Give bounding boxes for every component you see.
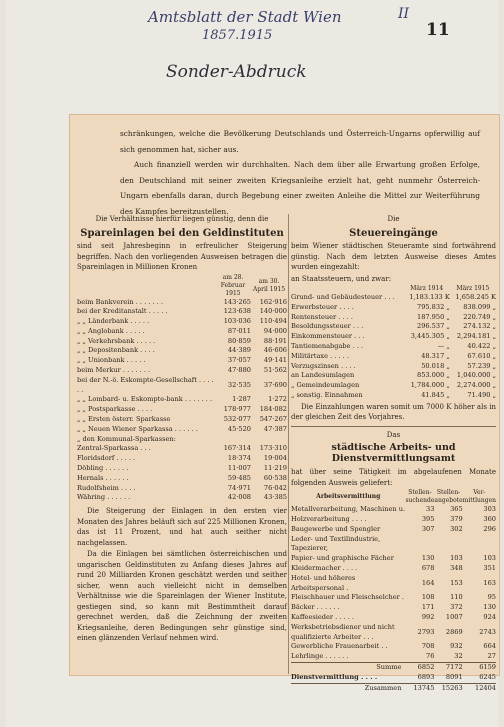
right-lead-2: Das — [386, 430, 401, 439]
savings-row-label: „ „ Anglobank . . . . . — [77, 326, 145, 335]
savings-row-value-a: 167·314 — [223, 444, 251, 453]
savings-row-value-b: 43·385 — [263, 493, 287, 502]
employment-row-label: Hotel- und höheres Arbeitspersonal . — [291, 573, 356, 592]
column-divider — [288, 214, 289, 674]
tax-row-value-a: 1,183.133 K — [409, 293, 450, 301]
employment-row-label: Gewerbliche Frauenarbeit . . — [291, 642, 388, 651]
tax-row — [291, 362, 496, 372]
employment-total-row — [291, 683, 496, 693]
savings-row-label: „ „ Verkehrsbank . . . . . — [77, 336, 156, 345]
employment-row-value-b: 103 — [450, 554, 463, 563]
savings-intro: sind seit Jahresbeginn in erfreulicher Steigerung begriffen. Nach den vorliegenden Ausweisen betragen die Spareinlagen in Millionen Kronen — [77, 242, 287, 271]
savings-row-value-b: 184·082 — [259, 405, 287, 414]
employment-row-value-c: 95 — [487, 593, 496, 602]
employment-row-value-c: 296 — [483, 524, 496, 533]
employment-th-label: Arbeitsvermittlung — [316, 493, 381, 501]
employment-row-value-b: 32 — [454, 652, 463, 661]
tax-row-label: „ sonstig. Einnahmen — [291, 390, 363, 399]
left-lead: Die Verhältnisse hierfür liegen günstig, denn die — [95, 215, 269, 223]
savings-row-label: „ „ Unionbank . . . . . — [77, 356, 146, 365]
handwritten-title: Amtsblatt der Stadt Wien — [148, 8, 342, 26]
employment-row-value-a: 108 — [421, 593, 435, 602]
employment-row-label: Holzverarbeitung . . . . — [291, 515, 367, 524]
employment-sum-row — [291, 663, 496, 673]
tax-row — [291, 313, 496, 323]
savings-row-value-b: 47·387 — [263, 424, 287, 433]
savings-row — [77, 298, 287, 308]
tax-note: Die Einzahlungen waren somit um 7000 K höher als in der gleichen Zeit des Vorjahres. — [291, 402, 496, 422]
employment-row — [291, 505, 496, 515]
employment-row-value-a: 76 — [426, 652, 435, 661]
savings-row-value-a: 178·977 — [223, 405, 251, 414]
savings-row-label: Hernals . . . . . . — [77, 473, 129, 482]
savings-row-value-a: 11·007 — [227, 464, 251, 473]
employment-row-value-c: 130 — [483, 603, 496, 612]
savings-row-label: „ „ Lombard- u. Eskompte-bank . . . . . . . — [77, 395, 213, 404]
sum-b: 7172 — [434, 663, 462, 673]
savings-row — [77, 356, 287, 366]
employment-row-value-c: 103 — [483, 554, 496, 563]
handwritten-note: Sonder-Abdruck — [166, 62, 307, 82]
savings-row-value-a: 32·535 — [227, 380, 251, 389]
employment-row — [291, 652, 496, 662]
tax-row-label: Militärtaxe . . . . . — [291, 351, 349, 360]
savings-row-label: Döbling . . . . . . — [77, 464, 129, 473]
savings-row-value-a: 123·638 — [223, 307, 251, 316]
employment-row — [291, 603, 496, 613]
employment-row-value-b: 379 — [450, 515, 463, 524]
employment-row-label: Werksbetriebsdiener und nicht qualifizierte Arbeiter . . . — [291, 622, 395, 641]
savings-table — [77, 274, 287, 504]
employment-row-label: Kleidermacher . . . . — [291, 564, 358, 573]
employment-row-label: Leder- und Textilindustrie, Tapezierer, — [291, 534, 381, 553]
savings-row-label: „ „ Postsparkasse . . . . — [77, 405, 153, 414]
employment-intro: hat über seine Tätigkeit im abgelaufenen Monate folgenden Ausweis geliefert: — [291, 468, 496, 487]
employment-table — [291, 489, 496, 693]
savings-row — [77, 395, 287, 405]
employment-row-label: Baugewerbe und Spengler — [291, 524, 381, 533]
tax-row-value-a: 50.018 „ — [421, 361, 450, 370]
savings-row-value-a: 42·008 — [227, 493, 251, 502]
tax-row-value-a: 853.000 „ — [417, 371, 450, 380]
tax-row-value-b: 2,274.000 „ — [456, 381, 496, 390]
employment-row — [291, 623, 496, 643]
tax-row — [291, 381, 496, 391]
tax-row-value-b: 1,658.245 K — [455, 293, 496, 301]
savings-row — [77, 307, 287, 317]
employment-row-value-a: 2793 — [417, 627, 435, 636]
employment-row-value-c — [463, 535, 496, 555]
employment-heading: städtische Arbeits- und Dienstvermittlungsamt — [331, 442, 456, 464]
savings-row-value-a: 532·077 — [223, 415, 251, 424]
tax-row — [291, 371, 496, 381]
employment-row-value-a: 33 — [426, 505, 435, 514]
tax-row-value-b: 57.239 „ — [467, 361, 496, 370]
savings-row — [77, 376, 287, 396]
employment-row-value-a: 708 — [421, 642, 435, 651]
employment-row-label: Fleischhauer und Fleischselcher . — [291, 593, 405, 602]
savings-row-value-b: 1·272 — [268, 395, 287, 404]
savings-row — [77, 444, 287, 454]
savings-row-label: „ „ Neuen Wiener Sparkassa . . . . . . — [77, 424, 198, 433]
tax-table — [291, 285, 496, 401]
left-column — [77, 214, 287, 645]
total-label: Zusammen — [291, 683, 405, 693]
tax-sub: an Staatssteuern, und zwar: — [291, 274, 392, 283]
employment-row — [291, 642, 496, 652]
savings-row-value-b: 162·916 — [259, 297, 287, 306]
tax-row — [291, 342, 496, 352]
employment-row-value-b: 302 — [450, 524, 463, 533]
employment-row — [291, 564, 496, 574]
savings-row-value-a — [215, 435, 251, 445]
savings-row — [77, 346, 287, 356]
savings-row — [77, 405, 287, 415]
savings-row-value-b: 88·191 — [263, 336, 287, 345]
savings-row-value-a: 80·859 — [227, 336, 251, 345]
savings-row-value-a: 143·265 — [223, 297, 251, 306]
savings-row — [77, 435, 287, 445]
savings-row-label: beim Bankverein . . . . . . . — [77, 297, 163, 306]
employment-row-value-a: 678 — [421, 564, 435, 573]
handwritten-date: 1857.1915 — [202, 28, 273, 43]
savings-row — [77, 484, 287, 494]
total-b: 15263 — [434, 683, 462, 693]
employment-row-value-a: 395 — [421, 515, 435, 524]
tax-row-label: an Landesumlagen — [291, 371, 355, 380]
savings-row-value-b: 46·606 — [263, 346, 287, 355]
tax-row-label: Erwerbsteuer . . . . — [291, 302, 354, 311]
savings-row-value-a: 1·287 — [232, 395, 251, 404]
dv-a: 6893 — [417, 672, 435, 681]
savings-row-value-b: 140·000 — [259, 307, 287, 316]
savings-col-apr: am 30. April 1915 — [252, 277, 286, 293]
savings-row-label: beim Merkur . . . . . . . — [77, 366, 151, 375]
page-number: 11 — [426, 20, 450, 40]
tax-row-value-a: 1,784.000 „ — [410, 381, 450, 390]
savings-row-value-b: 94·000 — [263, 326, 287, 335]
employment-row-value-c: 27 — [487, 652, 496, 661]
employment-row — [291, 535, 496, 555]
tax-row-label: Verzugszinsen . . . . — [291, 361, 356, 370]
tax-row-value-b: 1,040.000 „ — [456, 371, 496, 380]
roman-numeral: II — [398, 6, 410, 22]
employment-row-value-a: 171 — [421, 603, 435, 612]
savings-row-value-b: 76·042 — [263, 483, 287, 492]
savings-row-label: Währing . . . . . . — [77, 493, 131, 502]
savings-row — [77, 337, 287, 347]
employment-row-value-b: 348 — [450, 564, 463, 573]
employment-row-label: Papier- und graphische Fächer — [291, 554, 394, 563]
savings-row — [77, 317, 287, 327]
savings-row — [77, 366, 287, 376]
tax-intro: beim Wiener städtischen Steueramte sind fortwährend günstig. Nach dem letzten Ausweise dieses Amtes wurden eingezahlt: — [291, 242, 496, 271]
savings-row-label: „ „ Depositenbank . . . . — [77, 346, 155, 355]
intro-text — [120, 126, 480, 219]
tax-row-value-a: 296.537 „ — [417, 322, 450, 331]
employment-row-value-c: 924 — [483, 613, 496, 622]
employment-row-value-c: 303 — [483, 505, 496, 514]
tax-row — [291, 391, 496, 401]
tax-row — [291, 352, 496, 362]
employment-row-value-b: 2869 — [445, 627, 463, 636]
savings-row-label: „ „ Ersten österr. Sparkasse — [77, 415, 171, 424]
total-c: 12404 — [463, 683, 496, 693]
intro-paragraph-1: schränkungen, welche die Bevölkerung Deutschlands und Österreich-Ungarns opferwillig auf sich genommen hat, sicher aus. — [120, 129, 480, 154]
tax-row-value-a: 795.832 „ — [417, 302, 450, 311]
savings-row-label: Zentral-Sparkassa . . . — [77, 444, 151, 453]
employment-row-value-a: 164 — [421, 578, 435, 587]
tax-row — [291, 332, 496, 342]
tax-row-value-a: 3,445.305 „ — [410, 332, 450, 341]
intro-paragraph-2: Auch finanziell werden wir durchhalten. Nach dem über alle Erwartung großen Erfolge, den Deutschland mit seiner zweiten Kriegsanleihe erzielt hat, geht nunmehr Österreich-Ungarn ebenfalls daran, durch Begebung einer zweiten Anleihe die Mittel zur Weiterführung des Kampfes bereitzustellen. — [120, 160, 480, 216]
tax-row-label: „ Gemeindeumlagen — [291, 381, 360, 390]
employment-row-value-b: 153 — [450, 578, 463, 587]
employment-row — [291, 554, 496, 564]
employment-row-value-c: 351 — [483, 564, 496, 573]
savings-row-value-a: 74·971 — [227, 483, 251, 492]
savings-row-value-b: 51·562 — [263, 366, 287, 375]
savings-row — [77, 474, 287, 484]
savings-row-value-a: 103·036 — [223, 317, 251, 326]
savings-row-value-b: 49·141 — [263, 356, 287, 365]
employment-th-c: Ver-mittlungen — [462, 489, 497, 505]
savings-row-value-a: 45·520 — [227, 424, 251, 433]
savings-row-value-b: 19·004 — [263, 454, 287, 463]
employment-th-a: Stellen-suchende — [405, 489, 435, 505]
savings-row-label: „ den Kommunal-Sparkassen: — [77, 434, 176, 443]
savings-row — [77, 415, 287, 425]
savings-row-value-a: 18·374 — [227, 454, 251, 463]
savings-para-1: Die Steigerung der Einlagen in den ersten vier Monaten des Jahres beläuft sich auf 225 Millionen Kronen, das ist 11 Prozent, und hat auch seither nicht nachgelassen. — [77, 507, 287, 547]
tax-heading: Steuereingänge — [349, 227, 438, 239]
employment-row-value-b: 110 — [450, 593, 463, 602]
sum-label: Summe — [291, 663, 405, 673]
savings-col-feb: am 28. Februar 1915 — [220, 273, 246, 297]
sum-a: 6852 — [405, 663, 434, 673]
tax-row-label: Rentensteuer . . . . — [291, 312, 353, 321]
tax-row — [291, 322, 496, 332]
tax-row-value-a: 41.845 „ — [421, 390, 450, 399]
employment-dv-row — [291, 673, 496, 683]
savings-row — [77, 327, 287, 337]
tax-row-value-a: — „ — [437, 341, 450, 350]
savings-row — [77, 454, 287, 464]
tax-row-value-a: 187.950 „ — [417, 312, 450, 321]
savings-row-value-a: 87·011 — [227, 326, 251, 335]
savings-row-label: Rudolfsheim . . . . — [77, 483, 136, 492]
savings-row-value-b: 547·267 — [259, 415, 287, 424]
section-rule — [291, 426, 496, 427]
employment-row-value-a: 130 — [421, 554, 435, 563]
savings-row-value-a: 59·485 — [227, 473, 251, 482]
tax-row-label: Einkommensteuer . . . — [291, 332, 365, 341]
tax-row-label: Besoldungssteuer . . . — [291, 322, 364, 331]
newspaper-clipping — [69, 114, 500, 692]
employment-row-value-b: 372 — [450, 603, 463, 612]
right-column — [291, 214, 496, 693]
savings-para-2: Da die Einlagen bei sämtlichen österreichischen und ungarischen Geldinstituten zu Anfang dieses Jahres auf rund 20 Milliarden Kronen geschätzt werden und seither sicher, wenn auch vielleicht nicht in demselben Verhältnisse wie die Spareinlagen der Wiener Institute, gestiegen sind, so kann mit Bestimmtheit darauf gerechnet werden, daß die Zeichnung der zweiten Kriegsanleihe, deren Bedingungen sehr günstige sind, einen glänzenden Verlauf nehmen wird. — [77, 550, 287, 643]
savings-row-value-b: 173·310 — [259, 444, 287, 453]
employment-row-value-a: 307 — [421, 524, 435, 533]
employment-row-value-b: 1007 — [445, 613, 463, 622]
tax-row — [291, 293, 496, 303]
tax-row-value-b: 71.490 „ — [467, 390, 496, 399]
employment-row-label: Lehrlinge . . . . . . — [291, 652, 349, 661]
employment-row — [291, 515, 496, 525]
savings-row-value-b: 37·690 — [263, 380, 287, 389]
employment-row — [291, 613, 496, 623]
tax-row-label: Tantiemenabgabe . . . — [291, 341, 364, 350]
tax-row-value-a: 48.317 „ — [421, 351, 450, 360]
savings-row-label: Floridsdorf . . . . . — [77, 454, 136, 463]
employment-th-b: Stellen-angebote — [434, 489, 463, 505]
dv-label: Dienstvermittlung . . . . — [291, 672, 378, 681]
employment-row-label: Bäcker . . . . . . — [291, 603, 340, 612]
savings-row-value-a: 44·389 — [227, 346, 251, 355]
savings-row — [77, 425, 287, 435]
employment-row-value-b: 365 — [450, 505, 463, 514]
savings-row-label: „ „ Länderbank . . . . . — [77, 317, 150, 326]
tax-row-value-b: 220.749 „ — [463, 312, 496, 321]
tax-row-value-b: 274.132 „ — [463, 322, 496, 331]
savings-row-label: bei der N.-ö. Eskompte-Gesellschaft . . . . . . — [77, 375, 214, 394]
employment-row-value-b: 932 — [450, 642, 463, 651]
right-lead: Die — [387, 215, 400, 223]
savings-row-value-b: 60·538 — [263, 473, 287, 482]
employment-row-value-c: 163 — [483, 578, 496, 587]
savings-row-value-b — [251, 435, 287, 445]
tax-row-label: Grund- und Gebäudesteuer . . . — [291, 293, 395, 301]
employment-row-value-b — [434, 535, 462, 555]
savings-row — [77, 464, 287, 474]
employment-row — [291, 593, 496, 603]
tax-row-value-b: 67.610 „ — [467, 351, 496, 360]
tax-col-1914: März 1914 — [410, 285, 444, 292]
savings-row-label: bei der Kreditanstalt . . . . . — [77, 307, 168, 316]
total-a: 13745 — [405, 683, 434, 693]
employment-row — [291, 574, 496, 594]
savings-row-value-b: 11·219 — [263, 464, 287, 473]
dv-b: 8091 — [445, 672, 463, 681]
employment-row-label: Metallverarbeitung, Maschinen u. — [291, 505, 406, 514]
savings-row-value-a: 37·057 — [227, 356, 251, 365]
tax-row-value-b: 2,294.181 „ — [456, 332, 496, 341]
employment-row-value-c: 2743 — [479, 627, 496, 636]
savings-row — [77, 493, 287, 503]
employment-row — [291, 525, 496, 535]
employment-row-label: Kaffeesieder . . . . . — [291, 613, 354, 622]
dv-c: 6245 — [479, 672, 496, 681]
tax-row-value-b: 40.422 „ — [467, 341, 496, 350]
employment-row-value-a: 992 — [421, 613, 435, 622]
tax-row-value-b: 838.099 „ — [463, 302, 496, 311]
savings-row-value-b: 110·494 — [259, 317, 287, 326]
tax-col-1915: März 1915 — [456, 285, 490, 292]
employment-row-value-a — [405, 535, 434, 555]
tax-row — [291, 303, 496, 313]
savings-row-value-a: 47·880 — [227, 366, 251, 375]
sum-c: 6159 — [463, 663, 496, 673]
employment-row-value-c: 664 — [483, 642, 496, 651]
employment-row-value-c: 360 — [483, 515, 496, 524]
savings-heading: Spareinlagen bei den Geldinstituten — [80, 227, 284, 239]
